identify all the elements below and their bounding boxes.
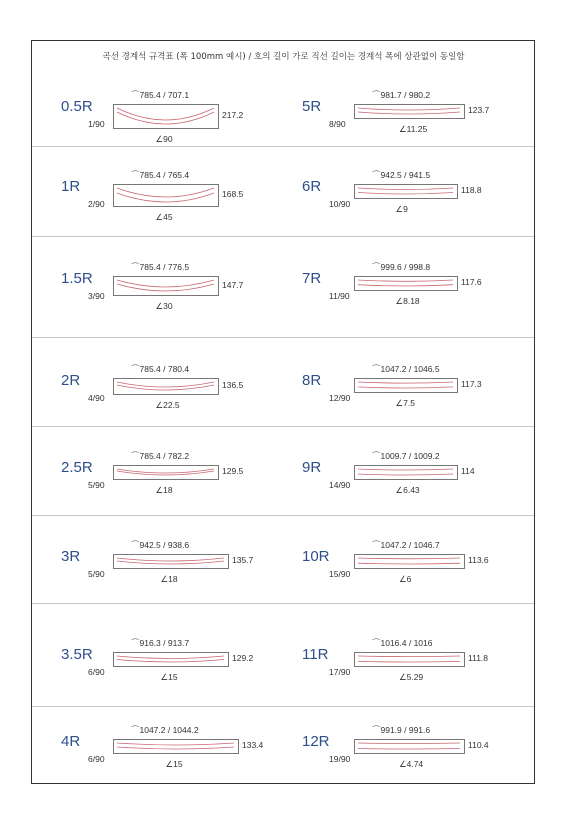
central-angle: ∠22.5: [155, 400, 180, 410]
arc-chord-lengths: ⌒1047.2 / 1044.2: [131, 725, 199, 735]
central-angle: ∠6.43: [395, 485, 420, 495]
bounding-box: [355, 185, 458, 199]
arc-chord-lengths: ⌒785.4 / 776.5: [131, 262, 190, 272]
division-fraction: 19/90: [329, 754, 351, 764]
central-angle: ∠15: [160, 672, 178, 682]
chord-height: 117.3: [461, 379, 482, 389]
division-fraction: 6/90: [88, 667, 105, 677]
radius-label: 3.5R: [61, 646, 93, 663]
spec-item: [61, 170, 311, 264]
curb-stone-shape: [354, 465, 459, 481]
bounding-box: [114, 185, 219, 207]
bounding-box: [355, 740, 465, 754]
spec-item: [302, 364, 552, 458]
inner-arc-line: [358, 108, 460, 110]
bounding-box: [355, 105, 465, 119]
central-angle: ∠45: [155, 212, 173, 222]
bounding-box: [114, 277, 219, 296]
arc-chord-lengths: ⌒1009.7 / 1009.2: [372, 451, 440, 461]
spec-item: [302, 262, 552, 356]
curb-stone-shape: [354, 739, 466, 755]
central-angle: ∠18: [160, 574, 178, 584]
division-fraction: 2/90: [88, 199, 105, 209]
bounding-box: [114, 653, 229, 667]
chord-height: 113.6: [468, 555, 489, 565]
inner-arc-line: [117, 188, 214, 197]
radius-label: 12R: [302, 733, 330, 750]
radius-label: 5R: [302, 98, 322, 115]
division-fraction: 17/90: [329, 667, 351, 677]
division-fraction: 1/90: [88, 119, 105, 129]
chord-height: 168.5: [222, 189, 244, 199]
outer-arc-line: [358, 387, 453, 388]
curb-stone-shape: [113, 184, 220, 208]
arc-chord-lengths: ⌒785.4 / 780.4: [131, 364, 190, 374]
inner-arc-line: [117, 469, 214, 473]
curb-stone-shape: [354, 184, 459, 200]
division-fraction: 8/90: [329, 119, 346, 129]
outer-arc-line: [358, 749, 460, 750]
chord-height: 114: [461, 466, 475, 476]
central-angle: ∠30: [155, 301, 173, 311]
division-fraction: 5/90: [88, 480, 105, 490]
radius-label: 7R: [302, 270, 322, 287]
radius-label: 4R: [61, 733, 81, 750]
bounding-box: [114, 740, 239, 754]
central-angle: ∠90: [155, 134, 173, 144]
radius-label: 1.5R: [61, 270, 93, 287]
radius-label: 9R: [302, 459, 322, 476]
bounding-box: [355, 379, 458, 393]
division-fraction: 12/90: [329, 393, 351, 403]
inner-arc-line: [358, 382, 453, 383]
division-fraction: 5/90: [88, 569, 105, 579]
chord-height: 111.8: [468, 653, 489, 663]
chord-height: 217.2: [222, 110, 244, 120]
arc-chord-lengths: ⌒991.9 / 991.6: [372, 725, 431, 735]
outer-arc-line: [117, 385, 214, 390]
inner-arc-line: [358, 188, 453, 190]
curb-stone-shape: [113, 465, 220, 481]
central-angle: ∠15: [165, 759, 183, 769]
chord-height: 147.7: [222, 279, 244, 290]
bounding-box: [355, 653, 465, 667]
chord-height: 118.8: [461, 185, 482, 195]
radius-label: 2R: [61, 372, 81, 389]
spec-item: [302, 725, 552, 819]
inner-arc-line: [358, 743, 460, 744]
inner-arc-line: [117, 656, 224, 659]
radius-label: 2.5R: [61, 459, 93, 476]
chord-height: 123.7: [468, 105, 490, 115]
inner-arc-line: [117, 280, 214, 287]
arc-chord-lengths: ⌒1016.4 / 1016: [372, 638, 433, 648]
arc-chord-lengths: ⌒942.5 / 941.5: [372, 170, 431, 180]
division-fraction: 3/90: [88, 291, 105, 301]
spec-item: [61, 725, 311, 819]
chord-height: 133.4: [242, 740, 264, 750]
outer-arc-line: [358, 112, 460, 114]
division-fraction: 14/90: [329, 480, 351, 490]
arc-chord-lengths: ⌒942.5 / 938.6: [131, 540, 190, 550]
spec-item: [302, 638, 552, 732]
outer-arc-line: [117, 284, 214, 291]
central-angle: ∠5.29: [399, 672, 424, 682]
chord-height: 129.2: [232, 653, 254, 663]
division-fraction: 11/90: [329, 291, 350, 301]
curb-stone-shape: [113, 276, 220, 297]
radius-label: 11R: [302, 646, 329, 663]
central-angle: ∠6: [399, 574, 412, 584]
spec-item: [61, 540, 311, 634]
radius-label: 8R: [302, 372, 322, 389]
arc-chord-lengths: ⌒1047.2 / 1046.5: [372, 364, 440, 374]
division-fraction: 4/90: [88, 393, 105, 403]
arc-chord-lengths: ⌒981.7 / 980.2: [372, 90, 431, 100]
outer-arc-line: [358, 661, 460, 662]
inner-arc-line: [358, 280, 453, 281]
arc-chord-lengths: ⌒785.4 / 765.4: [131, 170, 190, 180]
outer-arc-line: [117, 561, 224, 564]
radius-label: 3R: [61, 548, 81, 565]
central-angle: ∠4.74: [399, 759, 424, 769]
curb-stone-shape: [354, 554, 466, 570]
bounding-box: [114, 555, 229, 569]
bounding-box: [355, 466, 458, 480]
radius-label: 6R: [302, 178, 322, 195]
arc-chord-lengths: ⌒1047.2 / 1046.7: [372, 540, 440, 550]
outer-arc-line: [358, 474, 453, 475]
inner-arc-line: [358, 469, 453, 470]
spec-item: [61, 638, 311, 732]
inner-arc-line: [117, 558, 224, 561]
curb-stone-shape: [354, 276, 459, 292]
chord-height: 117.6: [461, 277, 482, 287]
central-angle: ∠9: [395, 204, 408, 214]
page-title: 곡선 경계석 규격표 (폭 100mm 예시) / 호의 길이 가로 직선 길이는 경계석 폭에 상관없이 동일함: [102, 52, 465, 62]
outer-arc-line: [117, 193, 214, 202]
division-fraction: 10/90: [329, 199, 351, 209]
curb-stone-shape: [113, 104, 220, 130]
inner-arc-line: [117, 382, 214, 387]
curb-stone-shape: [354, 652, 466, 668]
bounding-box: [355, 555, 465, 569]
spec-item: [302, 540, 552, 634]
outer-arc-line: [117, 747, 234, 749]
bounding-box: [355, 277, 458, 291]
arc-chord-lengths: ⌒916.3 / 913.7: [131, 638, 190, 648]
outer-arc-line: [358, 285, 453, 286]
spec-item: [61, 262, 311, 356]
inner-arc-line: [358, 656, 460, 657]
inner-arc-line: [117, 743, 234, 745]
curb-stone-shape: [113, 554, 230, 570]
central-angle: ∠8.18: [395, 296, 420, 306]
spec-item: [61, 451, 311, 545]
curb-stone-shape: [113, 739, 240, 755]
chord-height: 129.5: [222, 466, 244, 476]
spec-item: [61, 364, 311, 458]
curb-stone-shape: [354, 378, 459, 394]
radius-label: 0.5R: [61, 98, 93, 115]
central-angle: ∠18: [155, 485, 173, 495]
outer-arc-line: [117, 660, 224, 663]
spec-item: [302, 451, 552, 545]
radius-label: 10R: [302, 548, 330, 565]
inner-arc-line: [358, 558, 460, 559]
central-angle: ∠7.5: [395, 398, 415, 408]
chord-height: 110.4: [468, 740, 489, 750]
curb-stone-shape: [113, 378, 220, 396]
arc-chord-lengths: ⌒785.4 / 707.1: [131, 90, 190, 100]
radius-label: 1R: [61, 178, 81, 195]
curb-stone-shape: [113, 652, 230, 668]
central-angle: ∠11.25: [399, 124, 428, 134]
bounding-box: [114, 379, 219, 395]
arc-chord-lengths: ⌒999.6 / 998.8: [372, 262, 431, 272]
division-fraction: 15/90: [329, 569, 351, 579]
outer-arc-line: [358, 563, 460, 564]
chord-height: 135.7: [232, 555, 254, 565]
outer-arc-line: [358, 193, 453, 195]
division-fraction: 6/90: [88, 754, 105, 764]
arc-chord-lengths: ⌒785.4 / 782.2: [131, 451, 190, 461]
spec-item: [302, 170, 552, 264]
curb-stone-shape: [354, 104, 466, 120]
chord-height: 136.5: [222, 380, 244, 390]
